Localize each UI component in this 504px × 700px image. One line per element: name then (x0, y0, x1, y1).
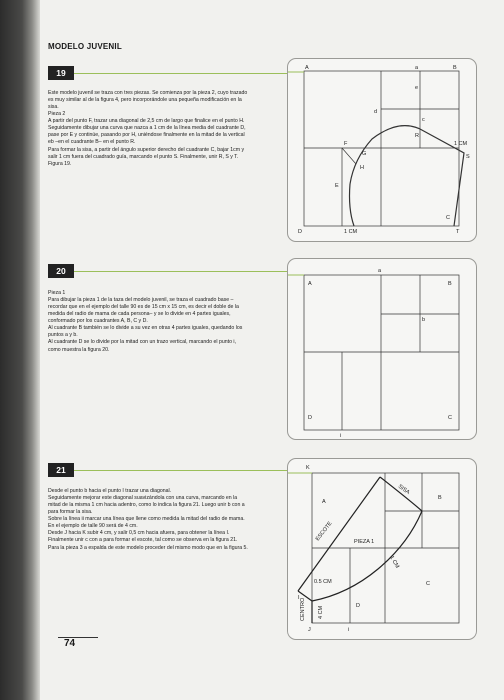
fig19-label-s: S (466, 154, 470, 160)
figure-21 (287, 458, 477, 640)
book-spine (0, 0, 40, 700)
fig19-label-h: H (360, 165, 364, 171)
fig20-label-a: A (308, 281, 312, 287)
step-20-divider (74, 271, 300, 272)
fig21-label-b: B (438, 495, 442, 501)
fig21-label-pieza: PIEZA 1 (354, 539, 375, 545)
fig21-label-c: C (426, 581, 430, 587)
fig21-label-a: A (322, 499, 326, 505)
fig19-label-1cm-side: 1 CM (454, 141, 468, 147)
fig19-label-d-corner: D (298, 229, 302, 235)
fig21-label-half-cm: 0.5 CM (314, 579, 332, 585)
fig21-label-k: K (306, 465, 310, 471)
figure-21-drawing (288, 459, 476, 639)
fig21-label-i: i (348, 627, 350, 633)
figure-20 (287, 258, 477, 440)
fig21-label-1cm: 1 CM (388, 555, 401, 570)
fig19-label-1cm-bottom: 1 CM (344, 229, 358, 235)
step-number-21: 21 (48, 463, 74, 477)
fig21-label-j: J (308, 627, 311, 633)
fig19-label-a-small: a (415, 65, 419, 71)
step-number-20: 20 (48, 264, 74, 278)
fig19-label-t: T (456, 229, 460, 235)
page-number: 74 (64, 638, 76, 649)
step-21-divider (74, 470, 300, 471)
fig20-label-b-small: b (422, 317, 426, 323)
fig20-label-d: D (308, 415, 312, 421)
fig19-label-e: e (415, 85, 419, 91)
fig19-label-r: R (415, 133, 419, 139)
fig19-label-f: F (344, 141, 348, 147)
step-19-text: Este modelo juvenil se traza con tres piezas. Se comienza por la pieza 2, cuyo trazado es muy similar al de la figura 4, pero incorporándole una pequeña modificación en la sisa. Pieza 2 A partir del punto F, trazar una diagonal de 2,5 cm de largo que finalice en el punto H. Seguidamente dibujar una curva que nazca a 1 cm de la línea media del cuadrante D, pase por E y continúe, pasando por H, uniéndose finalmente en la mitad de la vertical eb –en el cuadrante B– en el punto R. Para formar la sisa, a partir del ángulo superior derecho del cuadrante C, bajar 1cm y salir 1 cm fuera del cuadrado guía, marcando el punto S. Finalmente, unir R, S y T. Figura 19. (48, 90, 248, 167)
fig19-label-a: A (305, 65, 309, 71)
fig21-label-centro: CENTRO (300, 597, 306, 621)
fig21-label-i-upper: I (298, 595, 300, 601)
step-20-text: Pieza 1 Para dibujar la pieza 1 de la taza del modelo juvenil, se traza el cuadrado base –recordar que en el ejemplo del talle 90 es de 15 cm x 15 cm, es decir el doble de la medida del radio de mama de cada persona– y se lo divide en 4 partes iguales, conformado por los cuadrantes A, B, C y D. Al cuadrante B también se lo divide a su vez en otras 4 partes iguales, quedando los puntos a y b. Al cuadrante D se lo divide por la mitad con un trazo vertical, marcando el punto i, como muestra la figura 20. (48, 290, 243, 353)
figure-19-drawing (288, 59, 476, 241)
step-number-19: 19 (48, 66, 74, 80)
fig19-label-c-corner: C (446, 215, 450, 221)
fig21-label-escote: ESCOTE (314, 520, 334, 543)
fig19-label-e-point: E (335, 183, 339, 189)
fig20-label-a-small: a (378, 268, 382, 274)
fig20-label-c: C (448, 415, 452, 421)
fig19-label-b: B (453, 65, 457, 71)
fig21-label-d: D (356, 603, 360, 609)
fig21-label-4cm: 4 CM (318, 605, 324, 619)
step-21-text: Desde el punto b hacia el punto I trazar una diagonal. Seguidamente mejorar este diagonal suavizándola con una curva, marcando en la mitad de la misma 1 cm hacia adentro, como lo indica la figura 21. Luego unir b con a para formar la sisa. Sobre la línea ii marcar una línea que llene como medida la mitad del radio de mama. En el ejemplo de talle 90 será de 4 cm. Desde J hacia K subir 4 cm, y salir 0,5 cm hacia afuera, para obtener la línea I. Finalmente unir c con a para formar el escote, tal como se observa en la figura 21. Para la pieza 3 a espalda de este modelo proceder del mismo modo que en la figura 5. (48, 488, 248, 551)
fig19-label-c: c (422, 117, 425, 123)
fig20-label-b: B (448, 281, 452, 287)
fig19-label-g: G (362, 151, 367, 157)
figure-20-drawing (288, 259, 476, 439)
step-19-divider (74, 73, 300, 74)
section-title: MODELO JUVENIL (48, 42, 122, 51)
fig19-label-d: d (374, 109, 378, 115)
figure-19 (287, 58, 477, 242)
fig21-label-sisa: SISA (396, 483, 411, 496)
fig20-label-i: i (340, 433, 342, 439)
